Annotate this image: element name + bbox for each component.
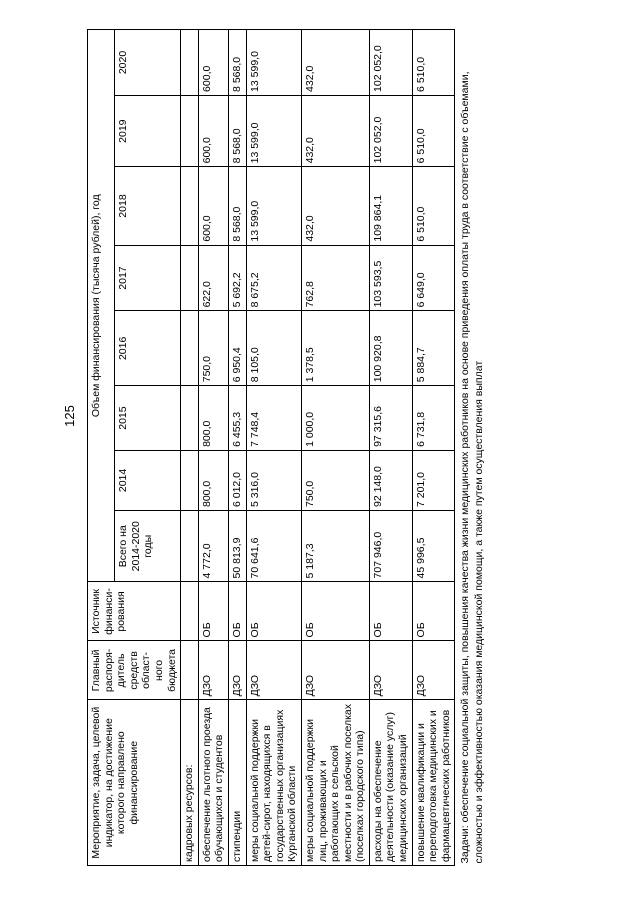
header-year: 2016 (115, 311, 181, 386)
admin-cell: ДЗО (412, 641, 455, 700)
table-row (246, 30, 301, 866)
year-value-cell: 762,8 (301, 245, 369, 311)
total-cell: 50 813,9 (228, 511, 246, 582)
measure-cell: кадровых ресурсов: (181, 700, 199, 866)
year-value-cell (181, 311, 199, 386)
admin-cell (181, 641, 199, 700)
year-value-cell: 8 675,2 (246, 245, 301, 311)
total-cell: 4 772,0 (198, 511, 228, 582)
year-value-cell: 622,0 (198, 245, 228, 311)
tasks-text: Задачи: обеспечение социальной защиты, повышения качества жизни медицинских работников на основе приведения оплаты труда в соответствие с объемами, сложностью и эффективностью оказания медицинской помощи, а также путем осуществления выплат (459, 71, 485, 864)
source-cell: ОБ (228, 582, 246, 641)
measure-cell: повышение квалификации и переподготовка медицинских и фармацевтических работников (412, 700, 455, 866)
admin-cell: ДЗО (301, 641, 369, 700)
source-cell: ОБ (412, 582, 455, 641)
header-year: 2020 (115, 30, 181, 96)
total-cell: 5 187,3 (301, 511, 369, 582)
year-value-cell: 800,0 (198, 386, 228, 451)
source-cell (181, 582, 199, 641)
year-value-cell (181, 167, 199, 245)
year-value-cell: 600,0 (198, 95, 228, 166)
table-row (369, 30, 412, 866)
table-row (301, 30, 369, 866)
measure-cell: стипендии (228, 700, 246, 866)
header-year: 2018 (115, 167, 181, 245)
total-cell: 707 946,0 (369, 511, 412, 582)
header-year: 2015 (115, 386, 181, 451)
year-value-cell: 6 731,8 (412, 386, 455, 451)
year-value-cell: 102 052,0 (369, 95, 412, 166)
year-value-cell: 432,0 (301, 167, 369, 245)
year-value-cell: 6 510,0 (412, 95, 455, 166)
year-value-cell: 7 748,4 (246, 386, 301, 451)
year-value-cell: 432,0 (301, 30, 369, 96)
total-cell: 70 641,6 (246, 511, 301, 582)
year-value-cell (181, 245, 199, 311)
year-value-cell: 432,0 (301, 95, 369, 166)
year-value-cell: 13 599,0 (246, 95, 301, 166)
year-value-cell: 97 315,6 (369, 386, 412, 451)
table-body (181, 30, 455, 866)
footer-row (455, 30, 486, 866)
year-value-cell: 6 510,0 (412, 30, 455, 96)
year-value-cell: 102 052,0 (369, 30, 412, 96)
header-row-1 (88, 30, 115, 866)
year-value-cell (181, 30, 199, 96)
admin-cell: ДЗО (246, 641, 301, 700)
year-value-cell: 600,0 (198, 167, 228, 245)
year-value-cell: 600,0 (198, 30, 228, 96)
year-value-cell: 1 000,0 (301, 386, 369, 451)
year-value-cell: 92 148,0 (369, 450, 412, 510)
header-funding: Объем финансирования (тысяча рублей), год (88, 30, 115, 582)
year-value-cell: 100 920,8 (369, 311, 412, 386)
year-value-cell (181, 450, 199, 510)
year-value-cell: 13 599,0 (246, 30, 301, 96)
year-value-cell: 13 599,0 (246, 167, 301, 245)
year-value-cell: 103 593,5 (369, 245, 412, 311)
header-total: Всего на 2014-2020 годы (115, 511, 181, 582)
source-cell: ОБ (369, 582, 412, 641)
year-value-cell: 6 510,0 (412, 167, 455, 245)
year-value-cell (181, 386, 199, 451)
header-admin: Главный распоря-дитель средств област-ного бюджета (88, 641, 181, 700)
funding-table (87, 29, 486, 866)
measure-cell: меры социальной поддержки лиц, проживающих и работающих в сельской местности и в рабочих поселках (поселках городского типа) (301, 700, 369, 866)
year-value-cell: 6 012,0 (228, 450, 246, 510)
year-value-cell: 8 568,0 (228, 95, 246, 166)
header-source: Источник финанси-рования (88, 582, 181, 641)
total-cell: 45 996,5 (412, 511, 455, 582)
year-value-cell: 7 201,0 (412, 450, 455, 510)
year-value-cell: 109 864,1 (369, 167, 412, 245)
year-value-cell: 750,0 (301, 450, 369, 510)
year-value-cell: 6 455,3 (228, 386, 246, 451)
measure-cell: расходы на обеспечение деятельности (оказание услуг) медицинских организаций (369, 700, 412, 866)
measure-cell: меры социальной поддержки детей-сирот, находящихся в государственных организациях Курганской области (246, 700, 301, 866)
table-row (181, 30, 199, 866)
year-value-cell: 8 568,0 (228, 30, 246, 96)
year-value-cell (181, 95, 199, 166)
source-cell: ОБ (246, 582, 301, 641)
source-cell: ОБ (198, 582, 228, 641)
source-cell: ОБ (301, 582, 369, 641)
year-value-cell: 5 316,0 (246, 450, 301, 510)
table-row (412, 30, 455, 866)
page-number: 125 (62, 405, 77, 427)
header-measure: Мероприятие, задача, целевой индикатор, на достижение которого направлено финансирование (88, 700, 181, 866)
measure-cell: обеспечение льготного проезда обучающихся и студентов (198, 700, 228, 866)
year-value-cell: 6 950,4 (228, 311, 246, 386)
admin-cell: ДЗО (198, 641, 228, 700)
header-year: 2019 (115, 95, 181, 166)
total-cell (181, 511, 199, 582)
admin-cell: ДЗО (369, 641, 412, 700)
admin-cell: ДЗО (228, 641, 246, 700)
year-value-cell: 5 884,7 (412, 311, 455, 386)
header-year: 2017 (115, 245, 181, 311)
year-value-cell: 6 649,0 (412, 245, 455, 311)
rotated-table-area (87, 29, 599, 866)
year-value-cell: 8 568,0 (228, 167, 246, 245)
header-year: 2014 (115, 450, 181, 510)
table-row (198, 30, 228, 866)
year-value-cell: 1 378,5 (301, 311, 369, 386)
year-value-cell: 8 105,0 (246, 311, 301, 386)
table-row (228, 30, 246, 866)
year-value-cell: 750,0 (198, 311, 228, 386)
year-value-cell: 5 692,2 (228, 245, 246, 311)
year-value-cell: 800,0 (198, 450, 228, 510)
